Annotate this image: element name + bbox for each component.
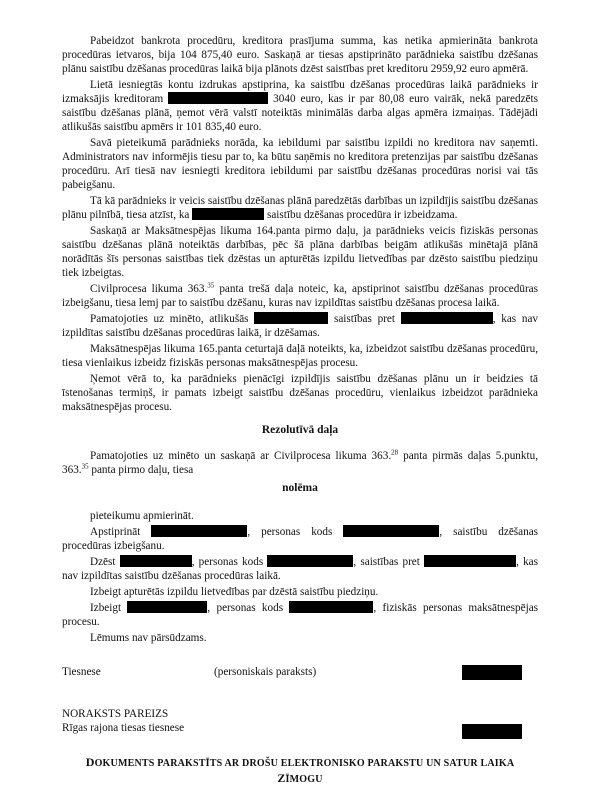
court-judge-label: Rīgas rajona tiesas tiesnese bbox=[62, 722, 185, 734]
paragraph-3: Savā pieteikumā parādnieks norāda, ka iebildumi par saistību izpildi no kreditora nav saņemti. Administrators nav informējis tiesu par to, ka būtu saņēmis no kreditora pretenzijas par saistību dzēšanas procedūru. Arī tiesā nav iesniegti kreditora iebildumi par saistību dzēšanas procedūras norisi vai tās pabeigšanu. bbox=[62, 137, 538, 191]
decision-block bbox=[62, 509, 538, 645]
legal-basis: Pamatojoties uz minēto un saskaņā ar Civilprocesa likuma 363.28 panta pirmās daļas 5.punktu, 363.35 panta pirmo daļu, tiesa bbox=[62, 448, 538, 476]
redaction-box bbox=[192, 208, 264, 220]
personal-signature-label: (personiskais paraksts) bbox=[214, 666, 317, 678]
copy-correct-label: NORAKSTS PAREIZS bbox=[62, 708, 169, 720]
redaction-box bbox=[254, 312, 328, 324]
document-page bbox=[62, 34, 538, 787]
decision-item: Apstiprināt , personas kods , saistību dzēšanas procedūras izbeigšanu. bbox=[62, 526, 539, 552]
paragraph-8: Maksātnespējas likuma 165.panta ceturtajā daļā noteikts, ka, izbeidzot saistību dzēšanas procedūru, tiesa vienlaikus izbeidz fiziskās personas maksātnespējas procesu. bbox=[62, 343, 538, 369]
paragraph-1: Pabeidzot bankrota procedūru, kreditora prasījuma summa, kas netika apmierināta bankrota procedūras ietvaros, bija 104 875,40 euro. Saskaņā ar tiesas apstiprināto parādnieka saistību dzēšanas plānu saistību dzēšanas procedūras laikā bija plānots dzēst saistības pret kreditoru 2959,92 euro apmērā. bbox=[62, 35, 538, 75]
e-signature-footer: DOKUMENTS PARAKSTĪTS AR DROŠU ELEKTRONISKO PARAKSTU UN SATUR LAIKA ZĪMOGU bbox=[85, 755, 515, 785]
redaction-box bbox=[462, 724, 522, 739]
redaction-box bbox=[289, 601, 373, 613]
decision-item: Lēmums nav pārsūdzams. bbox=[90, 632, 207, 644]
paragraph-7: Pamatojoties uz minēto, atlikušās saistības pret , kas nav izpildītas saistību dzēšanas procedūras laikā, ir dzēšamas. bbox=[62, 313, 539, 339]
signature-row bbox=[62, 665, 538, 679]
paragraph-9: Ņemot vērā to, ka parādnieks pienācīgi izpildījis saistību dzēšanas plānu un ir beidzies tā īstenošanas termiņš, ir pamats izbeigt saistību dzēšanas procedūru, vienlaikus izbeidzot parādnieka maksātnespējas procesu. bbox=[62, 373, 538, 413]
decided-heading: nolēma bbox=[282, 482, 318, 494]
redaction-box bbox=[343, 525, 439, 537]
decision-item: pieteikumu apmierināt. bbox=[90, 510, 194, 522]
redaction-box bbox=[120, 555, 192, 567]
redaction-box bbox=[401, 312, 493, 324]
paragraph-5: Saskaņā ar Maksātnespējas likuma 164.panta pirmo daļu, ja parādnieks veicis fiziskās personas saistību dzēšanas plānā noteiktās darbības, pēc šā plāna darbības beigām atlikušās minētajā plānā norādītās šīs personas saistības tiek dzēstas un apturētās izpildu lietvedības par dzēsto saistību piedziņu tiek izbeigtas. bbox=[62, 225, 538, 279]
certification-block bbox=[62, 707, 538, 739]
paragraph-6: Civilprocesa likuma 363.35 panta trešā daļa noteic, ka, apstiprinot saistību dzēšanas procedūras izbeigšanu, tiesa lemj par to saistību dzēšanu, kuras nav izpildītas saistību dzēšanas procesa laikā. bbox=[62, 281, 538, 309]
paragraph-4: Tā kā parādnieks ir veicis saistību dzēšanas plānā paredzētās darbības un izpildījis saistību dzēšanas plānu pilnībā, tiesa atzīst, ka saistību dzēšanas procedūra ir izbeidzama. bbox=[62, 195, 538, 221]
redaction-box bbox=[127, 601, 207, 613]
redaction-box bbox=[168, 92, 268, 104]
section-heading: Rezolutīvā daļa bbox=[261, 424, 339, 436]
redaction-box bbox=[267, 555, 353, 567]
judge-label: Tiesnese bbox=[62, 666, 101, 678]
redaction-box bbox=[462, 665, 522, 680]
decision-item: Izbeigt apturētās izpildu lietvedības par dzēstā saistību piedziņu. bbox=[90, 586, 379, 598]
paragraph-2: Lietā iesniegtās kontu izdrukas apstiprina, ka saistību dzēšanas procedūras laikā parādnieks ir izmaksājis kreditoram 3040 euro, kas ir par 80,08 euro vairāk, nekā paredzēts saistību dzēšanas plānā, ņemot vērā valstī noteiktās minimālās darba algas apmēra izmaiņas. Tādējādi atlikušās saistību apmērs ir 101 835,40 euro. bbox=[62, 79, 538, 133]
decision-item: Izbeigt , personas kods , fiziskās personas maksātnespējas procesu. bbox=[62, 602, 539, 628]
redaction-box bbox=[151, 525, 247, 537]
redaction-box bbox=[424, 555, 516, 567]
decision-item: Dzēst , personas kods , saistības pret , kas nav izpildītas saistību dzēšanas procedūras laikā. bbox=[62, 556, 539, 582]
